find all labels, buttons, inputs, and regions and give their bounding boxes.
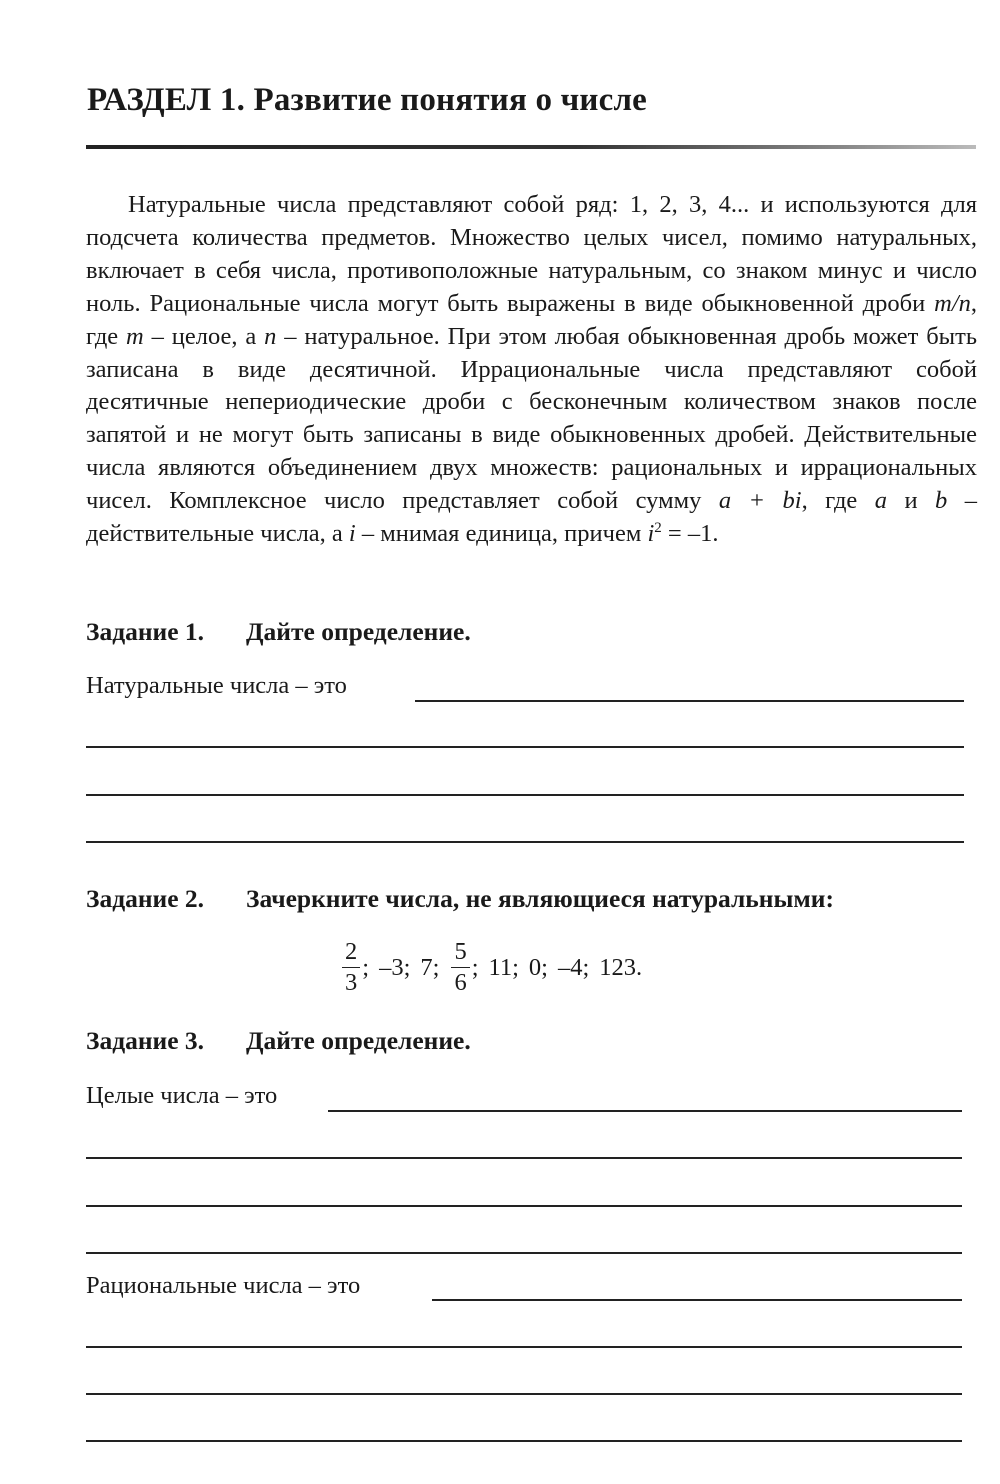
section-title: РАЗДЕЛ 1. Развитие понятия о числе (87, 82, 648, 118)
task-3-title: Дайте определение. (246, 1026, 471, 1055)
answer-line[interactable] (86, 746, 964, 748)
answer-line[interactable] (86, 1346, 962, 1348)
number-item[interactable]: 0; (528, 953, 548, 981)
answer-line[interactable] (86, 794, 964, 796)
task-2-heading (86, 884, 834, 914)
number-list: $\frac{2}{3}$ ; –3; 7; $\frac{5}{6}$ ; 11; 0; –4; 123. (340, 940, 642, 995)
intro-paragraph: Натуральные числа представляют собой ряд: 1, 2, 3, 4... и используются для подсчета количества предметов. Множество целых чисел, помимо натуральных, включает в себя числа, противоположные натуральным, со знаком минус и число ноль. Рациональные числа могут быть выражены в виде обыкновенной дроби m/n, где m – целое, а n – натуральное. При этом любая обыкновенная дробь может быть записана в виде десятичной. Иррациональные числа представляют собой десятичные непериодические дроби с бесконечным количеством знаков после запятой и не могут быть записаны в виде обыкновенных дробей. Действительные числа являются объединением двух множеств: рациональных и иррациональных чисел. Комплексное число представляет собой сумму a + bi, где a и b – действительные числа, а i – мнимая единица, причем $i^2 = -1$. (86, 191, 978, 548)
task-1-heading (86, 617, 471, 647)
task-3-heading (86, 1026, 471, 1056)
number-item[interactable]: 123. (599, 953, 643, 981)
task-1-number: Задание 1. (86, 617, 205, 646)
answer-line[interactable] (86, 1252, 962, 1254)
title-rule (86, 145, 976, 149)
task-3-prompt-integers: Целые числа – это (86, 1082, 278, 1109)
answer-line[interactable] (86, 1205, 962, 1207)
number-item[interactable]: 7; (420, 953, 440, 981)
answer-line[interactable] (86, 1393, 962, 1395)
answer-line[interactable] (86, 841, 964, 843)
task-2-number: Задание 2. (86, 884, 205, 913)
task-1-prompt: Натуральные числа – это (86, 672, 347, 699)
answer-line[interactable] (328, 1110, 962, 1112)
answer-line[interactable] (86, 1440, 962, 1442)
task-2-title: Зачеркните числа, не являющиеся натуральными: (246, 884, 834, 913)
answer-line[interactable] (86, 1157, 962, 1159)
number-item[interactable]: 11; (488, 953, 519, 981)
task-3-prompt-rational: Рациональные числа – это (86, 1272, 361, 1299)
task-1-title: Дайте определение. (246, 617, 471, 646)
answer-line[interactable] (415, 700, 964, 702)
task-3-number: Задание 3. (86, 1026, 205, 1055)
number-item[interactable]: $\frac{2}{3}$ (342, 940, 360, 995)
number-item[interactable]: $\frac{5}{6}$ (451, 940, 469, 995)
number-item[interactable]: –4; (557, 953, 590, 981)
number-item[interactable]: –3; (379, 953, 411, 981)
answer-line[interactable] (432, 1299, 962, 1301)
